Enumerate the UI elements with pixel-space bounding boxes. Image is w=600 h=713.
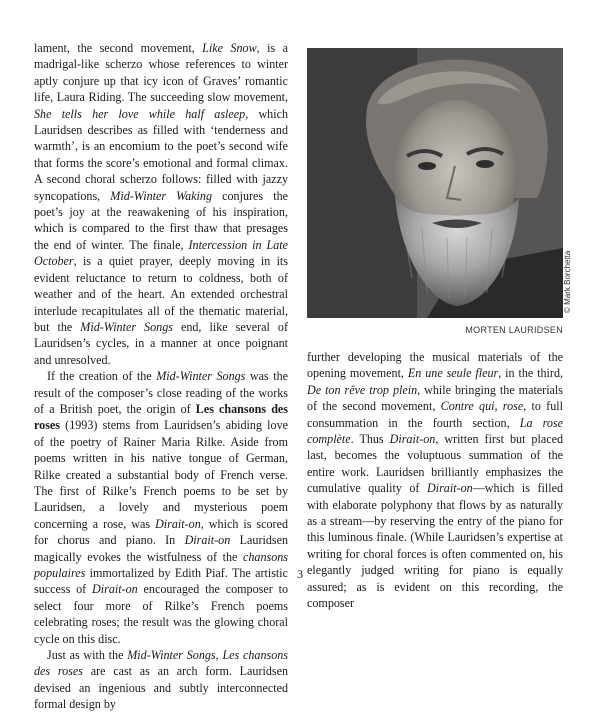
text-run: conjures the poet’s joy at the reawakening of his inspiration, which is compared to the first thaw that presages the end of winter. The finale,: [34, 188, 288, 252]
italic-title: Dirait-on: [389, 432, 436, 447]
italic-title: Dirait-on: [426, 481, 473, 496]
italic-title: En une seule fleur: [407, 366, 499, 381]
composer-portrait-photo: [307, 48, 563, 318]
text-run: , in the third,: [498, 366, 564, 381]
italic-title: Mid-Winter Waking: [110, 188, 213, 203]
italic-title: Mid-Winter Songs: [80, 319, 173, 334]
italic-title: Contre qui, rose: [440, 399, 524, 414]
text-run: , while bringing the materials of the second movement,: [307, 382, 563, 414]
italic-title: Dirait-on: [155, 516, 201, 531]
italic-title: Mid-Winter Songs: [156, 369, 246, 384]
text-run: , written first but placed last, becomes the voluptuous summation of the entire work. Lauridsen brilliantly emphasizes the cumulative quality of: [307, 432, 563, 496]
italic-title: Les chansons des roses: [34, 648, 289, 679]
left-text-column: [34, 40, 288, 713]
italic-title: chansons populaires: [34, 549, 288, 580]
text-run: , which is scored for chorus and piano. In: [34, 516, 288, 548]
italic-title: Dirait-on: [92, 582, 138, 597]
italic-title: De ton rêve trop plein: [307, 382, 418, 397]
italic-title: La rose complète: [307, 415, 563, 447]
text-run: —which is filled with elaborate polyphony that flows by as naturally as a stream—by reserving the entry of the piano for this luminous finale. (While Lauridsen’s expertise at writing for choral forces is often commented on, his elegantly judged writing for piano is equally assured; as is evident on this recording, the composer: [307, 481, 563, 611]
photo-caption: MORTEN LAURIDSEN: [465, 325, 563, 335]
text-run: (1993) stems from Lauridsen’s abiding love of the poetry of Rainer Maria Rilke. Aside from poems written in his native tongue of German, Rilke created a substantial body of French verse. The first of Rilke’s French poems to be set by Lauridsen, a lovely and mysterious poem concerning a rose, was: [34, 418, 288, 531]
text-run: . Thus: [350, 432, 390, 447]
paragraph: [34, 40, 288, 368]
text-run: Lauridsen magically evokes the wistfulness of the: [34, 533, 288, 564]
paragraph: [34, 368, 288, 647]
text-run: immortalized by Edith Piaf. The artistic success of: [34, 566, 288, 597]
text-run: encouraged the composer to select four more of Rilke’s French poems celebrating roses; the result was the glowing choral cycle on this disc.: [34, 582, 288, 646]
italic-title: Intercession in Late October: [34, 237, 288, 269]
paragraph: [34, 647, 288, 713]
italic-title: Like Snow: [202, 41, 257, 55]
italic-title: Mid-Winter Songs: [127, 648, 216, 663]
portrait-illustration: [307, 48, 563, 318]
photo-credit: © Mark Borchetta: [563, 250, 572, 313]
bold-title: Les chansons des roses: [34, 401, 288, 433]
text-run: end, like several of Lauridsen’s cycles, in a manner at once poignant and unresolved.: [34, 319, 288, 367]
text-run: was the result of the composer’s close reading of the works of a British poet, the origin of: [34, 369, 288, 416]
page-number: 3: [297, 567, 303, 581]
text-run: are cast as an arch form. Lauridsen devised an ingenious and subtly interconnected formal design by: [34, 664, 288, 712]
italic-title: She tells her love while half asleep: [34, 106, 246, 121]
text-run: , is a madrigal-like scherzo whose references to winter aptly conjure up that icy icon of Graves’ romantic life, Laura Riding. The succeeding slow movement,: [34, 41, 288, 105]
text-run: , to full consummation in the fourth section,: [307, 399, 563, 430]
text-run: , is a quiet prayer, deeply moving in its evident reluctance to return to coldness, both of weather and of the heart. An extended orchestral interlude recapitulates all of the thematic material, but the: [34, 254, 288, 334]
text-run: Just as with the: [47, 648, 128, 663]
text-run: , which Lauridsen describes as filled with ‘tenderness and warmth’, is an encomium to the poet’s second wife that forms the score’s emotional and formal climax. A second choral scherzo follows: filled with jazzy syncopations,: [34, 106, 288, 203]
text-run: ,: [215, 648, 223, 663]
text-run: further developing the musical materials of the opening movement,: [307, 350, 563, 381]
italic-title: Dirait-on: [184, 533, 231, 548]
text-run: If the creation of the: [47, 369, 157, 384]
text-run: lament, the second movement,: [34, 41, 203, 55]
